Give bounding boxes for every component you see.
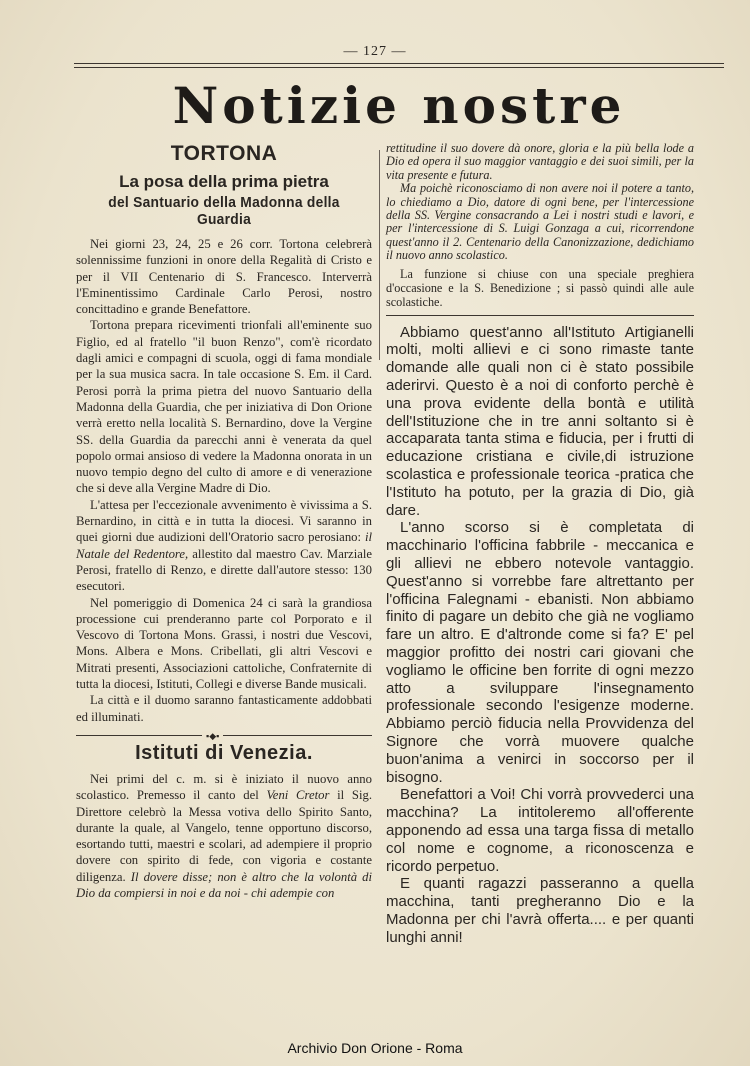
tortona-paragraph-4: Nel pomeriggio di Domenica 24 ci sarà la grandiosa processione cui prenderanno parte col Porporato e il Vescovo di Tortona Mons. Grassi, i nostri due Vescovi, Mons. Albera e Mons. Cribellati, gli altri Vescovi e Mitrati presenti, Associazioni cattoliche, Confraternite di tutta la diocesi, Istituti, Collegi e diverse Bande musicali. <box>76 595 372 692</box>
page-number: — 127 — <box>343 44 407 59</box>
artigianelli-paragraph-3: Benefattori a Voi! Chi vorrà provvederci una macchina? La intitoleremo all'offerente apponendo ad essa una targa fissa di metallo col nome e cognome, a riconoscenza e ricordo perpetuo. <box>386 786 694 875</box>
tortona-paragraph-3 <box>76 497 372 595</box>
ornament-icon: ▪◆▪ <box>202 731 223 742</box>
section-divider-right <box>386 315 694 316</box>
artigianelli-paragraph-4: E quanti ragazzi passeranno a quella macchina, tanti pregheranno Dio e la Madonna per chi l'avrà offerta.... e per quanti lunghi anni! <box>386 875 694 946</box>
tortona-paragraph-5: La città e il duomo saranno fantasticamente addobbati ed illuminati. <box>76 693 372 724</box>
tortona-paragraph-2: Tortona prepara ricevimenti trionfali all'eminente suo Figlio, ed al fratello "il buon Renzo", com'è ricordato dagli amici e compagni di scuola, oggi di fama mondiale per la sua musica sacra. In tale occasione S. Em. il Card. Perosi porrà la prima pietra del nuovo Santuario della Madonna della Guardia, che per iniziativa di Don Orione verrà eretto nella località S. Bernardino, dove la Vergine SS. della Guardia da parecchi anni è venerata da quel popolo ormai ansioso di vedere la Madonna onorata in un nuovo tempio degno del culto di amore e di venerazione che si deve alla Vergine Madre di Dio. <box>76 318 372 496</box>
masthead-title: Notizie nostre <box>172 76 626 135</box>
tortona-paragraph-1: Nei giorni 23, 24, 25 e 26 corr. Tortona celebrerà solennissime funzioni in onore della Regalità di Cristo e per il VII Centenario di S. Francesco. Interverrà l'Eminentissimo Cardinale Carlo Perosi, nostro concittadino e grande Benefattore. <box>76 237 372 317</box>
section-divider <box>76 730 372 741</box>
tortona-subheading-2: del Santuario della Madonna della Guardia <box>108 194 340 228</box>
header-rule-double <box>74 67 724 68</box>
text-span: il Sig. Direttore celebrò la Messa votiva dello Spirito Santo, durante la quale, al Vangelo, tenne opportuno discorso, esortando tutti, maestri e scolari, ad adempiere il proprio dovere con spirito di fede, con vigoria e costante diligenza. <box>76 788 372 884</box>
artigianelli-paragraph-2: L'anno scorso si è completata di macchinario l'officina fabbrile - meccanica e gli allievi ne ebbero notevole vantaggio. Quest'anno si vorrebbe fare altrettanto per l'officina Falegnami - ebanisti. Non abbiamo finito di pagare un debito che già ne vogliamo fare un altro. E d'altronde come si fa? E' pel maggior profitto dei nostri cari giovani che vogliamo le officine ben forrite di ogni mezzo atto a sviluppare l'insegnamento professionale secondo l'esigenze moderne. Abbiamo perciò fiducia nella Provvidenza del Signore che vorrà muovere qualche buon'anima a venirci in soccorso per il bisogno. <box>386 519 694 786</box>
header-rule <box>74 63 724 64</box>
column-divider <box>379 150 380 360</box>
oratorio-title: il Natale del Redentore, <box>76 530 372 561</box>
quote-continuation: rettitudine il suo dovere dà onore, gloria e la più bella lode a Dio ed opera il suo maggior vantaggio e dei suoi simili, per la vita presente e futura. <box>386 141 694 182</box>
tortona-heading: TORTONA <box>170 142 278 165</box>
archive-footer: Archivio Don Orione - Roma <box>287 1040 463 1056</box>
text-span: L'attesa per l'eccezionale avvenimento è vivissima a S. Bernardino, in città e in tutta la diocesi. Vi saranno in quei giorni due audizioni dell'Oratorio sacro perosiano: <box>76 497 372 545</box>
artigianelli-paragraph-1: Abbiamo quest'anno all'Istituto Artigianelli molti, molti allievi e ci sono rimaste tante domande alle quali non ci è stato possibile aderirvi. Questo è a noi di conforto perchè è una prova evidente della bontà e utilità dell'Istituzione che in tre anni soltanto si è accaparata tanta stima e fiducia, per i frutti di educazione cristiana e civile,di istruzione scolastica e professionale teorica -pratica che l'Istituto ha potuto, per la grazia di Dio, già dare. <box>386 323 694 519</box>
director-quote: Il dovere disse; non è altro che la volontà di Dio da compiersi in noi e da noi - chi adempie con <box>76 869 372 900</box>
tortona-subheading: La posa della prima pietra <box>119 172 329 191</box>
venezia-heading: Istituti di Venezia. <box>135 741 313 764</box>
text-span: allestito dal maestro Cav. Marziale Perosi, fratello di Renzo, e dirette dall'autore stesso: 130 esecutori. <box>76 546 373 594</box>
text-span: Nei primi del c. m. si è iniziato il nuovo anno scolastico. Premesso il canto del <box>76 771 372 803</box>
left-column <box>76 142 372 901</box>
right-column <box>386 142 694 947</box>
quote-paragraph-2: Ma poichè riconosciamo di non avere noi il potere a tanto, lo chiediamo a Dio, datore di ogni bene, per l'intercessione della SS. Vergine consacrando a Lei i nostri studi e lavori, e per l'intercessione di S. Luigi Gonzaga a cui, ricorrendone quest'anno il 2. Centenario della Canonizzazione, dedichiamo il nuovo anno scolastico. <box>386 181 694 263</box>
closing-paragraph: La funzione si chiuse con una speciale preghiera d'occasione e la S. Benedizione ; si passò quindi alle aule scolastiche. <box>386 266 694 309</box>
venezia-paragraph-1 <box>76 771 372 901</box>
hymn-title: Veni Cretor <box>266 788 330 803</box>
